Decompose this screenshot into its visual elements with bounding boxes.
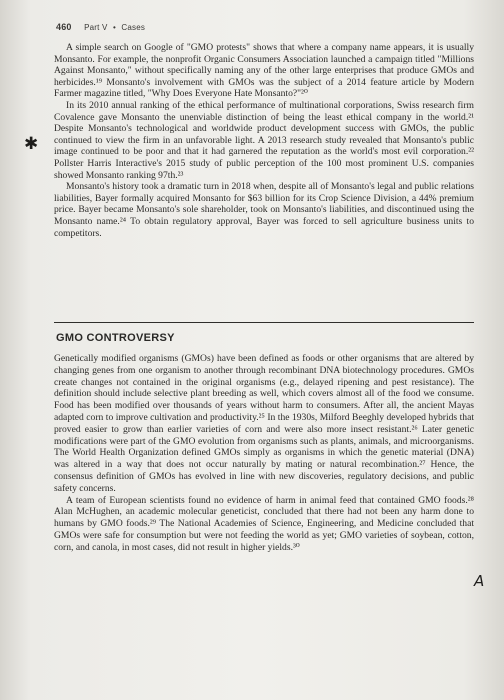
margin-star-icon: ✱ (24, 134, 39, 154)
top-body-text (54, 42, 474, 239)
paragraph-google-search: A simple search on Google of "GMO protests" shows that where a company name appears, it is usually Monsanto. For example, the nonprofit Organic Consumers Association launched a campaign titled "Millions Against Monsanto," without specifically naming any of the other large enterprises that produce GMOs and herbicides.¹⁹ Monsanto's involvement with GMOs was the subject of a 2014 feature article by Modern Farmer magazine titled, "Why Does Everyone Hate Monsanto?"²⁰ (54, 42, 474, 100)
separator-dot: • (112, 23, 116, 32)
page-number: 460 (56, 22, 72, 32)
paragraph-scientific-findings: A team of European scientists found no evidence of harm in animal feed that contained GMO foods.²⁸ Alan McHughen, an academic molecular geneticist, concluded that there had not been any harm done to humans by GMO foods.²⁹ The National Academies of Science, Engineering, and Medicine concluded that GMOs were safe for consumption but were not feeding the world as yet; GMO varieties of soybean, cotton, corn, and canola, in most cases, did not result in higher yields.³⁰ (54, 494, 474, 553)
section-label: Cases (121, 23, 146, 32)
paragraph-ethics-ranking: In its 2010 annual ranking of the ethical performance of multinational corporations, Swiss research firm Covalence gave Monsanto the unenviable distinction of being the least ethical company in the world.²¹ Despite Monsanto's technological and worldwide product development success with GMOs, the public continued to view the firm in an unfavorable light. A 2013 research study revealed that Monsanto's public image continued to be poor and that it had garnered the reputation as the world's most evil corporation.²² Pollster Harris Interactive's 2015 study of public perception of the 100 most prominent U.S. companies showed Monsanto ranking 97th.²³ (54, 99, 474, 181)
paragraph-bayer-acquisition: Monsanto's history took a dramatic turn in 2018 when, despite all of Monsanto's legal and public relations liabilities, Bayer formally acquired Monsanto for $63 billion for its Crop Science Division, a 44% premium price. Bayer became Monsanto's sole shareholder, took on Monsanto's liabilities, and discontinued using the Monsanto name.²⁴ To obtain regulatory approval, Bayer was forced to sell agriculture business units to competitors. (54, 181, 474, 239)
paragraph-gmo-definition: Genetically modified organisms (GMOs) have been defined as foods or other organisms that are altered by changing genes from one organism to another through recombinant DNA biotechnology procedures. GMOs create changes not contained in the original organisms (e.g., delayed ripening and pest resistance). The definition should include selective plant breeding as well, which covers almost all of the food we consume. Food has been modified over thousands of years without harm to consumers. After all, the ancient Mayas adapted corn to improve cultivation and productivity.²⁵ In the 1930s, Milford Beeghly developed hybrids that proved easier to grow than earlier varieties of corn and were also more insect resistant.²⁶ Later genetic modifications were part of the GMO evolution from organisms such as plants, animals, and microorganisms. The World Health Organization defined GMOs simply as organisms in which the genetic material (DNA) was altered in a way that does not occur naturally by mating or natural recombination.²⁷ Hence, the consensus definition of GMOs has evolved in line with new discoveries, regulatory decisions, and public safety concerns. (54, 353, 474, 494)
section-heading: GMO CONTROVERSY (56, 332, 175, 344)
part-label: Part V (84, 23, 108, 32)
section-divider (54, 322, 474, 323)
bottom-body-text (54, 353, 474, 554)
margin-a-annotation-icon: A (474, 572, 485, 590)
running-head (56, 22, 145, 32)
